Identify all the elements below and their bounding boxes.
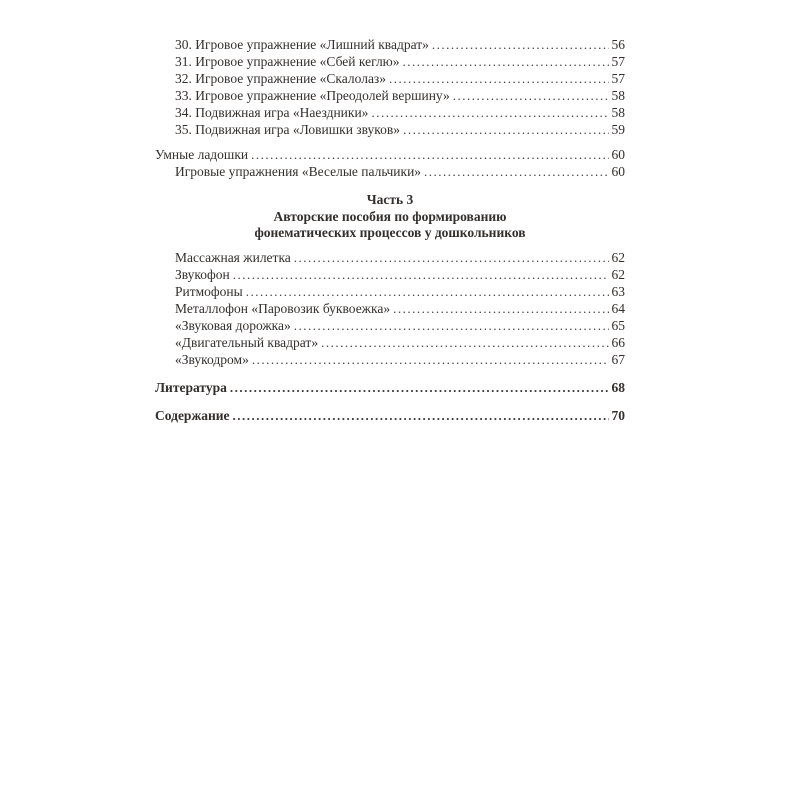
part3-heading [155, 192, 625, 242]
dot-leader [371, 104, 608, 121]
toc-entry-label: 34. Подвижная игра «Наездники» [175, 105, 369, 120]
toc-entry [155, 317, 625, 334]
dot-leader [294, 249, 609, 266]
toc-entry-label: Металлофон «Паровозик буквоежка» [175, 300, 391, 316]
toc-entry [155, 53, 625, 70]
toc-entry-page-number: 67 [611, 351, 625, 367]
toc-entry-page-number: 64 [611, 300, 625, 316]
part3-heading-title-line1: Авторские пособия по формированию [273, 208, 507, 224]
toc-entry [155, 379, 625, 396]
part3-heading-part-number: Часть 3 [366, 192, 414, 207]
toc-group-part2-tail [155, 36, 625, 138]
toc-group-part3 [155, 249, 625, 368]
toc-entry-label: Литература [155, 379, 227, 395]
toc-entry-page-number: 70 [611, 407, 625, 423]
dot-leader [251, 146, 608, 163]
dot-leader [294, 317, 609, 334]
dot-leader [246, 283, 609, 300]
dot-leader [403, 121, 608, 138]
toc-entry [155, 70, 625, 87]
toc-entry-page-number: 58 [611, 105, 625, 120]
dot-leader [233, 266, 609, 283]
toc-group-backmatter [155, 379, 625, 424]
toc-entry-label: «Звуковая дорожка» [175, 317, 291, 333]
toc-entry-page-number: 62 [611, 266, 625, 282]
toc-entry [155, 283, 625, 300]
dot-leader [453, 87, 609, 104]
toc-entry-page-number: 60 [611, 147, 625, 162]
toc-entry-label: «Звукодром» [175, 351, 249, 367]
dot-leader [424, 163, 608, 180]
toc-entry-page-number: 57 [611, 54, 625, 69]
dot-leader [393, 300, 608, 317]
toc-entry-page-number: 68 [611, 379, 625, 395]
toc-entry-label: 30. Игровое упражнение «Лишний квадрат» [175, 37, 429, 52]
toc-entry [155, 36, 625, 53]
dot-leader [432, 36, 609, 53]
toc-entry [155, 87, 625, 104]
toc-entry-page-number: 56 [611, 37, 625, 52]
toc-entry-label: «Двигательный квадрат» [175, 334, 319, 350]
toc-entry [155, 146, 625, 163]
dot-leader [321, 334, 608, 351]
dot-leader [403, 53, 609, 70]
toc-entry [155, 334, 625, 351]
toc-entry-label: Игровые упражнения «Веселые пальчики» [175, 164, 422, 179]
toc-entry [155, 300, 625, 317]
toc-entry [155, 163, 625, 180]
dot-leader [230, 379, 609, 396]
toc-entry-label: 35. Подвижная игра «Ловишки звуков» [175, 122, 401, 137]
toc-entry [155, 407, 625, 424]
dot-leader [233, 407, 609, 424]
toc-entry-page-number: 66 [611, 334, 625, 350]
toc-entry [155, 121, 625, 138]
dot-leader [252, 351, 609, 368]
toc-entry-label: Массажная жилетка [175, 249, 291, 265]
toc-entry-label: 33. Игровое упражнение «Преодолей вершину» [175, 88, 450, 103]
toc-entry-page-number: 65 [611, 317, 625, 333]
toc-entry-page-number: 59 [611, 122, 625, 137]
toc-entry-label: Звукофон [175, 266, 230, 282]
toc-entry-label: Ритмофоны [175, 283, 243, 299]
toc-entry-label: 32. Игровое упражнение «Скалолаз» [175, 71, 387, 86]
part3-heading-title-line2: фонематических процессов у дошкольников [254, 225, 526, 240]
toc-entry-page-number: 62 [611, 249, 625, 265]
table-of-contents [155, 36, 625, 424]
toc-group-summary [155, 146, 625, 180]
toc-entry-label: Содержание [155, 407, 230, 423]
toc-entry-page-number: 58 [611, 88, 625, 103]
toc-entry-page-number: 57 [611, 71, 625, 86]
toc-entry-label: 31. Игровое упражнение «Сбей кеглю» [175, 54, 400, 69]
toc-entry [155, 351, 625, 368]
dot-leader [389, 70, 608, 87]
toc-entry-page-number: 60 [611, 164, 625, 179]
toc-entry-page-number: 63 [611, 283, 625, 299]
toc-entry [155, 104, 625, 121]
toc-entry [155, 266, 625, 283]
toc-entry-label: Умные ладошки [155, 147, 249, 162]
toc-entry [155, 249, 625, 266]
